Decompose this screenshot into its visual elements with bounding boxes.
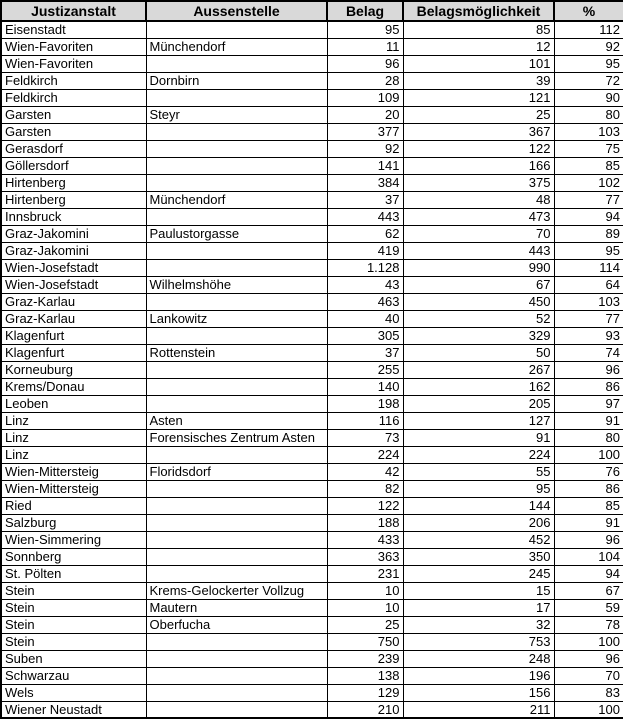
cell-justizanstalt: Feldkirch [1, 89, 146, 106]
cell-percent: 77 [554, 191, 623, 208]
cell-percent: 103 [554, 123, 623, 140]
cell-percent: 90 [554, 89, 623, 106]
cell-belag: 10 [327, 599, 403, 616]
cell-justizanstalt: Stein [1, 582, 146, 599]
cell-belag: 62 [327, 225, 403, 242]
cell-justizanstalt: Korneuburg [1, 361, 146, 378]
cell-belagsmoeglichkeit: 166 [403, 157, 554, 174]
table-row [1, 225, 623, 242]
cell-belagsmoeglichkeit: 350 [403, 548, 554, 565]
cell-percent: 75 [554, 140, 623, 157]
cell-belagsmoeglichkeit: 122 [403, 140, 554, 157]
cell-belagsmoeglichkeit: 443 [403, 242, 554, 259]
cell-justizanstalt: Schwarzau [1, 667, 146, 684]
cell-aussenstelle [146, 123, 327, 140]
table-row [1, 667, 623, 684]
cell-belagsmoeglichkeit: 50 [403, 344, 554, 361]
table-row [1, 327, 623, 344]
cell-belag: 443 [327, 208, 403, 225]
cell-belag: 11 [327, 38, 403, 55]
cell-aussenstelle: Asten [146, 412, 327, 429]
cell-belag: 1.128 [327, 259, 403, 276]
cell-aussenstelle [146, 684, 327, 701]
cell-justizanstalt: Graz-Jakomini [1, 242, 146, 259]
cell-aussenstelle: Dornbirn [146, 72, 327, 89]
cell-aussenstelle [146, 242, 327, 259]
cell-belag: 224 [327, 446, 403, 463]
cell-belagsmoeglichkeit: 67 [403, 276, 554, 293]
cell-aussenstelle: Rottenstein [146, 344, 327, 361]
cell-percent: 86 [554, 480, 623, 497]
table-row [1, 548, 623, 565]
table-row [1, 123, 623, 140]
table-row [1, 616, 623, 633]
cell-percent: 100 [554, 633, 623, 650]
cell-justizanstalt: Stein [1, 633, 146, 650]
cell-belag: 109 [327, 89, 403, 106]
cell-belagsmoeglichkeit: 329 [403, 327, 554, 344]
cell-belagsmoeglichkeit: 206 [403, 514, 554, 531]
header-justizanstalt: Justizanstalt [1, 1, 146, 21]
cell-aussenstelle [146, 140, 327, 157]
cell-aussenstelle: Münchendorf [146, 38, 327, 55]
table-row [1, 174, 623, 191]
table-row [1, 633, 623, 650]
table-row [1, 463, 623, 480]
cell-belagsmoeglichkeit: 211 [403, 701, 554, 718]
cell-aussenstelle [146, 633, 327, 650]
cell-belagsmoeglichkeit: 267 [403, 361, 554, 378]
cell-percent: 102 [554, 174, 623, 191]
cell-percent: 77 [554, 310, 623, 327]
cell-belagsmoeglichkeit: 473 [403, 208, 554, 225]
cell-belag: 42 [327, 463, 403, 480]
cell-justizanstalt: Klagenfurt [1, 344, 146, 361]
cell-belagsmoeglichkeit: 450 [403, 293, 554, 310]
cell-aussenstelle [146, 259, 327, 276]
cell-belagsmoeglichkeit: 144 [403, 497, 554, 514]
cell-percent: 70 [554, 667, 623, 684]
table-header [1, 1, 623, 21]
cell-belagsmoeglichkeit: 452 [403, 531, 554, 548]
header-percent: % [554, 1, 623, 21]
cell-percent: 76 [554, 463, 623, 480]
cell-aussenstelle [146, 514, 327, 531]
cell-belag: 188 [327, 514, 403, 531]
cell-justizanstalt: Innsbruck [1, 208, 146, 225]
cell-belagsmoeglichkeit: 91 [403, 429, 554, 446]
table-row [1, 582, 623, 599]
table-row [1, 259, 623, 276]
cell-belag: 239 [327, 650, 403, 667]
table-row [1, 140, 623, 157]
cell-aussenstelle [146, 480, 327, 497]
cell-belag: 82 [327, 480, 403, 497]
cell-aussenstelle: Wilhelmshöhe [146, 276, 327, 293]
cell-percent: 112 [554, 21, 623, 38]
table-row [1, 21, 623, 38]
cell-justizanstalt: Wels [1, 684, 146, 701]
table-row [1, 276, 623, 293]
cell-justizanstalt: Gerasdorf [1, 140, 146, 157]
cell-belagsmoeglichkeit: 245 [403, 565, 554, 582]
cell-justizanstalt: Stein [1, 616, 146, 633]
cell-belag: 141 [327, 157, 403, 174]
table-row [1, 684, 623, 701]
cell-percent: 64 [554, 276, 623, 293]
table-row [1, 106, 623, 123]
cell-aussenstelle: Forensisches Zentrum Asten [146, 429, 327, 446]
cell-percent: 91 [554, 412, 623, 429]
cell-aussenstelle [146, 174, 327, 191]
table-row [1, 191, 623, 208]
cell-percent: 100 [554, 446, 623, 463]
cell-justizanstalt: Wien-Favoriten [1, 38, 146, 55]
cell-belag: 73 [327, 429, 403, 446]
cell-belagsmoeglichkeit: 15 [403, 582, 554, 599]
cell-percent: 89 [554, 225, 623, 242]
cell-belag: 384 [327, 174, 403, 191]
table-row [1, 650, 623, 667]
cell-belagsmoeglichkeit: 753 [403, 633, 554, 650]
cell-aussenstelle: Paulustorgasse [146, 225, 327, 242]
cell-belag: 463 [327, 293, 403, 310]
table-row [1, 497, 623, 514]
cell-belagsmoeglichkeit: 156 [403, 684, 554, 701]
cell-belag: 116 [327, 412, 403, 429]
cell-justizanstalt: Wien-Mittersteig [1, 463, 146, 480]
cell-justizanstalt: Stein [1, 599, 146, 616]
cell-percent: 83 [554, 684, 623, 701]
cell-aussenstelle: Münchendorf [146, 191, 327, 208]
cell-percent: 97 [554, 395, 623, 412]
cell-belagsmoeglichkeit: 248 [403, 650, 554, 667]
table-row [1, 429, 623, 446]
table-row [1, 446, 623, 463]
cell-percent: 96 [554, 650, 623, 667]
cell-aussenstelle: Krems-Gelockerter Vollzug [146, 582, 327, 599]
cell-justizanstalt: Wien-Favoriten [1, 55, 146, 72]
cell-justizanstalt: Leoben [1, 395, 146, 412]
table-row [1, 514, 623, 531]
cell-belag: 138 [327, 667, 403, 684]
cell-justizanstalt: Feldkirch [1, 72, 146, 89]
cell-aussenstelle [146, 497, 327, 514]
cell-belag: 20 [327, 106, 403, 123]
cell-aussenstelle [146, 446, 327, 463]
cell-percent: 86 [554, 378, 623, 395]
cell-justizanstalt: Göllersdorf [1, 157, 146, 174]
cell-belag: 255 [327, 361, 403, 378]
cell-percent: 67 [554, 582, 623, 599]
cell-justizanstalt: Hirtenberg [1, 191, 146, 208]
cell-belag: 122 [327, 497, 403, 514]
cell-belagsmoeglichkeit: 127 [403, 412, 554, 429]
cell-belagsmoeglichkeit: 224 [403, 446, 554, 463]
cell-belagsmoeglichkeit: 367 [403, 123, 554, 140]
cell-aussenstelle [146, 395, 327, 412]
cell-justizanstalt: Wien-Simmering [1, 531, 146, 548]
table-row [1, 531, 623, 548]
header-belagsmoeglichkeit: Belagsmöglichkeit [403, 1, 554, 21]
cell-belag: 40 [327, 310, 403, 327]
table-row [1, 72, 623, 89]
table-row [1, 208, 623, 225]
cell-percent: 95 [554, 242, 623, 259]
cell-aussenstelle [146, 565, 327, 582]
cell-belagsmoeglichkeit: 52 [403, 310, 554, 327]
cell-belagsmoeglichkeit: 39 [403, 72, 554, 89]
cell-belagsmoeglichkeit: 85 [403, 21, 554, 38]
table-row [1, 395, 623, 412]
cell-belagsmoeglichkeit: 95 [403, 480, 554, 497]
cell-aussenstelle [146, 378, 327, 395]
cell-aussenstelle [146, 327, 327, 344]
cell-belag: 28 [327, 72, 403, 89]
cell-belagsmoeglichkeit: 162 [403, 378, 554, 395]
cell-belag: 305 [327, 327, 403, 344]
cell-percent: 92 [554, 38, 623, 55]
cell-percent: 114 [554, 259, 623, 276]
cell-justizanstalt: Garsten [1, 106, 146, 123]
cell-belagsmoeglichkeit: 55 [403, 463, 554, 480]
cell-belagsmoeglichkeit: 121 [403, 89, 554, 106]
cell-justizanstalt: Wiener Neustadt [1, 701, 146, 718]
cell-aussenstelle [146, 208, 327, 225]
cell-percent: 94 [554, 208, 623, 225]
cell-justizanstalt: Suben [1, 650, 146, 667]
cell-belag: 92 [327, 140, 403, 157]
cell-aussenstelle [146, 21, 327, 38]
table-row [1, 378, 623, 395]
cell-justizanstalt: Linz [1, 429, 146, 446]
cell-percent: 59 [554, 599, 623, 616]
cell-belag: 37 [327, 191, 403, 208]
cell-percent: 96 [554, 361, 623, 378]
cell-justizanstalt: Linz [1, 446, 146, 463]
cell-percent: 103 [554, 293, 623, 310]
cell-belagsmoeglichkeit: 196 [403, 667, 554, 684]
cell-aussenstelle [146, 361, 327, 378]
cell-belagsmoeglichkeit: 375 [403, 174, 554, 191]
cell-aussenstelle: Oberfucha [146, 616, 327, 633]
table-row [1, 412, 623, 429]
cell-percent: 96 [554, 531, 623, 548]
cell-belagsmoeglichkeit: 17 [403, 599, 554, 616]
table-row [1, 344, 623, 361]
cell-justizanstalt: Klagenfurt [1, 327, 146, 344]
table-row [1, 242, 623, 259]
header-belag: Belag [327, 1, 403, 21]
cell-aussenstelle: Mautern [146, 599, 327, 616]
table-row [1, 480, 623, 497]
cell-percent: 85 [554, 497, 623, 514]
cell-belagsmoeglichkeit: 32 [403, 616, 554, 633]
cell-justizanstalt: Hirtenberg [1, 174, 146, 191]
cell-justizanstalt: Graz-Karlau [1, 293, 146, 310]
cell-belagsmoeglichkeit: 101 [403, 55, 554, 72]
cell-justizanstalt: Krems/Donau [1, 378, 146, 395]
cell-belag: 750 [327, 633, 403, 650]
cell-justizanstalt: Graz-Karlau [1, 310, 146, 327]
cell-justizanstalt: Garsten [1, 123, 146, 140]
table-row [1, 293, 623, 310]
cell-justizanstalt: Graz-Jakomini [1, 225, 146, 242]
cell-justizanstalt: Wien-Josefstadt [1, 276, 146, 293]
cell-belag: 37 [327, 344, 403, 361]
cell-justizanstalt: Eisenstadt [1, 21, 146, 38]
table-row [1, 565, 623, 582]
cell-belag: 95 [327, 21, 403, 38]
cell-percent: 100 [554, 701, 623, 718]
table-row [1, 310, 623, 327]
cell-belag: 433 [327, 531, 403, 548]
table-row [1, 701, 623, 718]
cell-percent: 91 [554, 514, 623, 531]
cell-aussenstelle [146, 293, 327, 310]
cell-justizanstalt: Wien-Josefstadt [1, 259, 146, 276]
table-row [1, 38, 623, 55]
cell-belag: 96 [327, 55, 403, 72]
cell-belag: 25 [327, 616, 403, 633]
cell-belag: 140 [327, 378, 403, 395]
cell-belag: 129 [327, 684, 403, 701]
cell-aussenstelle [146, 667, 327, 684]
cell-belagsmoeglichkeit: 990 [403, 259, 554, 276]
table-row [1, 599, 623, 616]
cell-percent: 80 [554, 429, 623, 446]
cell-belagsmoeglichkeit: 25 [403, 106, 554, 123]
table-row [1, 55, 623, 72]
cell-belag: 231 [327, 565, 403, 582]
cell-belagsmoeglichkeit: 12 [403, 38, 554, 55]
cell-belag: 198 [327, 395, 403, 412]
cell-belagsmoeglichkeit: 70 [403, 225, 554, 242]
cell-belagsmoeglichkeit: 48 [403, 191, 554, 208]
cell-percent: 94 [554, 565, 623, 582]
cell-aussenstelle [146, 650, 327, 667]
cell-justizanstalt: St. Pölten [1, 565, 146, 582]
cell-aussenstelle: Floridsdorf [146, 463, 327, 480]
cell-aussenstelle [146, 89, 327, 106]
header-row [1, 1, 623, 21]
cell-justizanstalt: Wien-Mittersteig [1, 480, 146, 497]
cell-percent: 72 [554, 72, 623, 89]
cell-aussenstelle [146, 55, 327, 72]
cell-percent: 104 [554, 548, 623, 565]
cell-belagsmoeglichkeit: 205 [403, 395, 554, 412]
cell-belag: 10 [327, 582, 403, 599]
cell-justizanstalt: Salzburg [1, 514, 146, 531]
cell-justizanstalt: Sonnberg [1, 548, 146, 565]
cell-justizanstalt: Linz [1, 412, 146, 429]
cell-aussenstelle [146, 701, 327, 718]
table-body [1, 21, 623, 718]
cell-aussenstelle [146, 157, 327, 174]
cell-aussenstelle [146, 531, 327, 548]
cell-percent: 95 [554, 55, 623, 72]
cell-aussenstelle [146, 548, 327, 565]
cell-percent: 74 [554, 344, 623, 361]
cell-percent: 85 [554, 157, 623, 174]
cell-percent: 93 [554, 327, 623, 344]
cell-belag: 419 [327, 242, 403, 259]
cell-aussenstelle: Steyr [146, 106, 327, 123]
cell-belag: 210 [327, 701, 403, 718]
table-row [1, 361, 623, 378]
cell-belag: 377 [327, 123, 403, 140]
cell-justizanstalt: Ried [1, 497, 146, 514]
cell-belag: 43 [327, 276, 403, 293]
cell-belag: 363 [327, 548, 403, 565]
header-aussenstelle: Aussenstelle [146, 1, 327, 21]
cell-aussenstelle: Lankowitz [146, 310, 327, 327]
cell-percent: 78 [554, 616, 623, 633]
cell-percent: 80 [554, 106, 623, 123]
table-row [1, 157, 623, 174]
table-row [1, 89, 623, 106]
